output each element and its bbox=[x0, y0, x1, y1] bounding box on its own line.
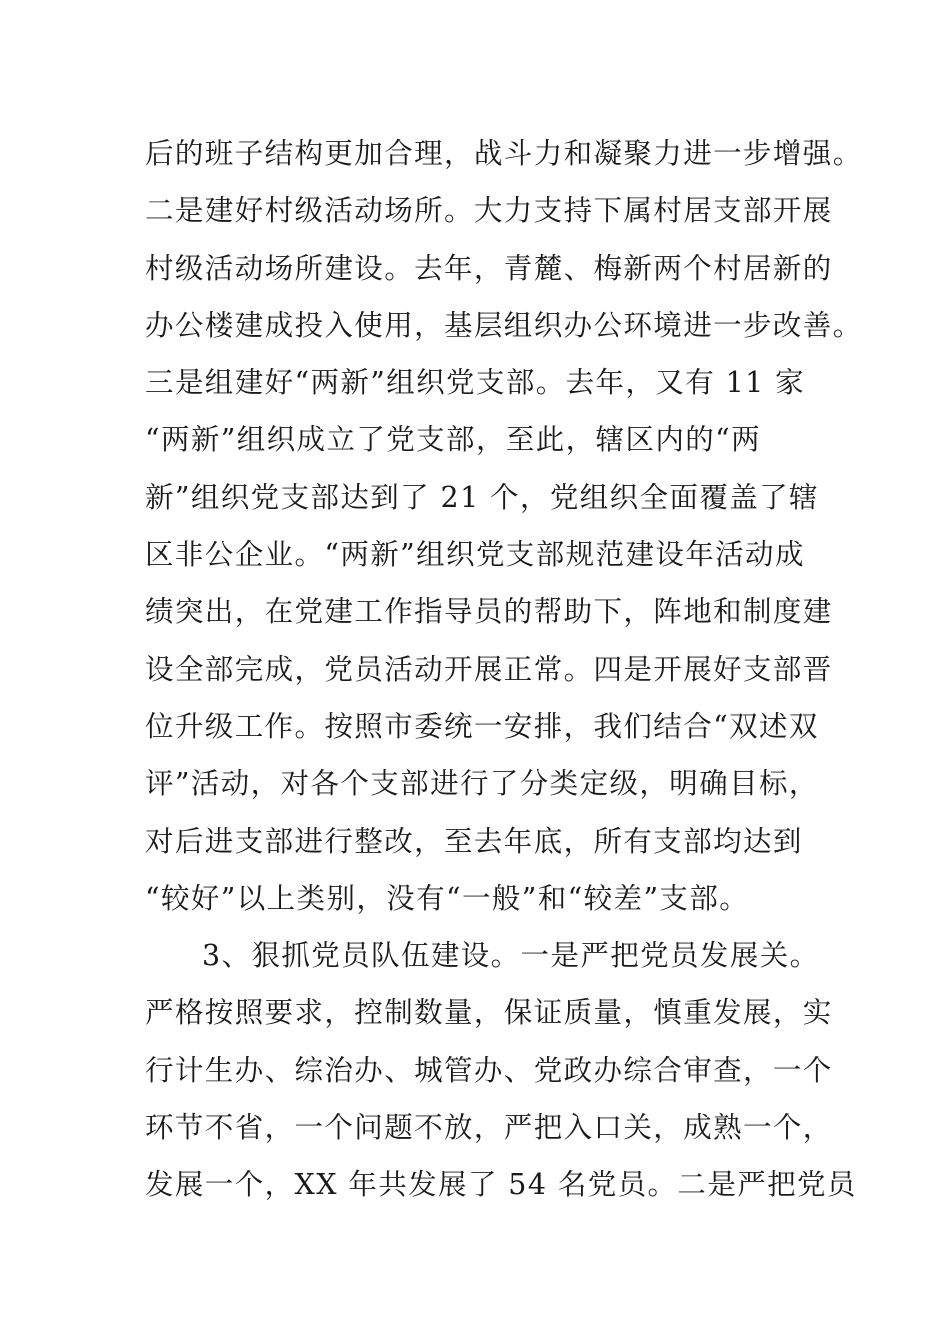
text-line: 二是建好村级活动场所。大力支持下属村居支部开展 bbox=[145, 194, 833, 228]
text-line: 评”活动，对各个支部进行了分类定级，明确目标， bbox=[145, 767, 819, 801]
text-line: 环节不省，一个问题不放，严把入口关，成熟一个， bbox=[145, 1111, 833, 1145]
paragraph-start-line: 3、狠抓党员队伍建设。一是严把党员发展关。 bbox=[202, 939, 820, 973]
text-line: 村级活动场所建设。去年，青麓、梅新两个村居新的 bbox=[145, 251, 833, 285]
text-line: 设全部完成，党员活动开展正常。四是开展好支部晋 bbox=[145, 652, 833, 686]
text-line: 对后进支部进行整改，至去年底，所有支部均达到 bbox=[145, 824, 803, 858]
text-line: 发展一个，XX 年共发展了 54 名党员。二是严把党员 bbox=[145, 1168, 857, 1202]
text-line: 后的班子结构更加合理，战斗力和凝聚力进一步增强。 bbox=[145, 137, 863, 170]
text-line: 行计生办、综治办、城管办、党政办综合审查，一个 bbox=[145, 1053, 833, 1087]
text-line: “两新”组织成立了党支部，至此，辖区内的“两 bbox=[145, 423, 762, 457]
text-line: “较好”以上类别，没有“一般”和“较差”支部。 bbox=[145, 881, 750, 915]
text-line: 新”组织党支部达到了 21 个，党组织全面覆盖了辖 bbox=[145, 480, 819, 514]
text-line: 严格按照要求，控制数量，保证质量，慎重发展，实 bbox=[145, 996, 833, 1030]
text-line: 位升级工作。按照市委统一安排，我们结合“双述双 bbox=[145, 709, 819, 743]
body-text bbox=[145, 125, 863, 1214]
text-line: 办公楼建成投入使用，基层组织办公环境进一步改善。 bbox=[145, 308, 863, 342]
text-line: 绩突出，在党建工作指导员的帮助下，阵地和制度建 bbox=[145, 595, 833, 629]
text-line: 三是组建好“两新”组织党支部。去年，又有 11 家 bbox=[145, 366, 806, 400]
text-line: 区非公企业。“两新”组织党支部规范建设年活动成 bbox=[145, 538, 805, 572]
